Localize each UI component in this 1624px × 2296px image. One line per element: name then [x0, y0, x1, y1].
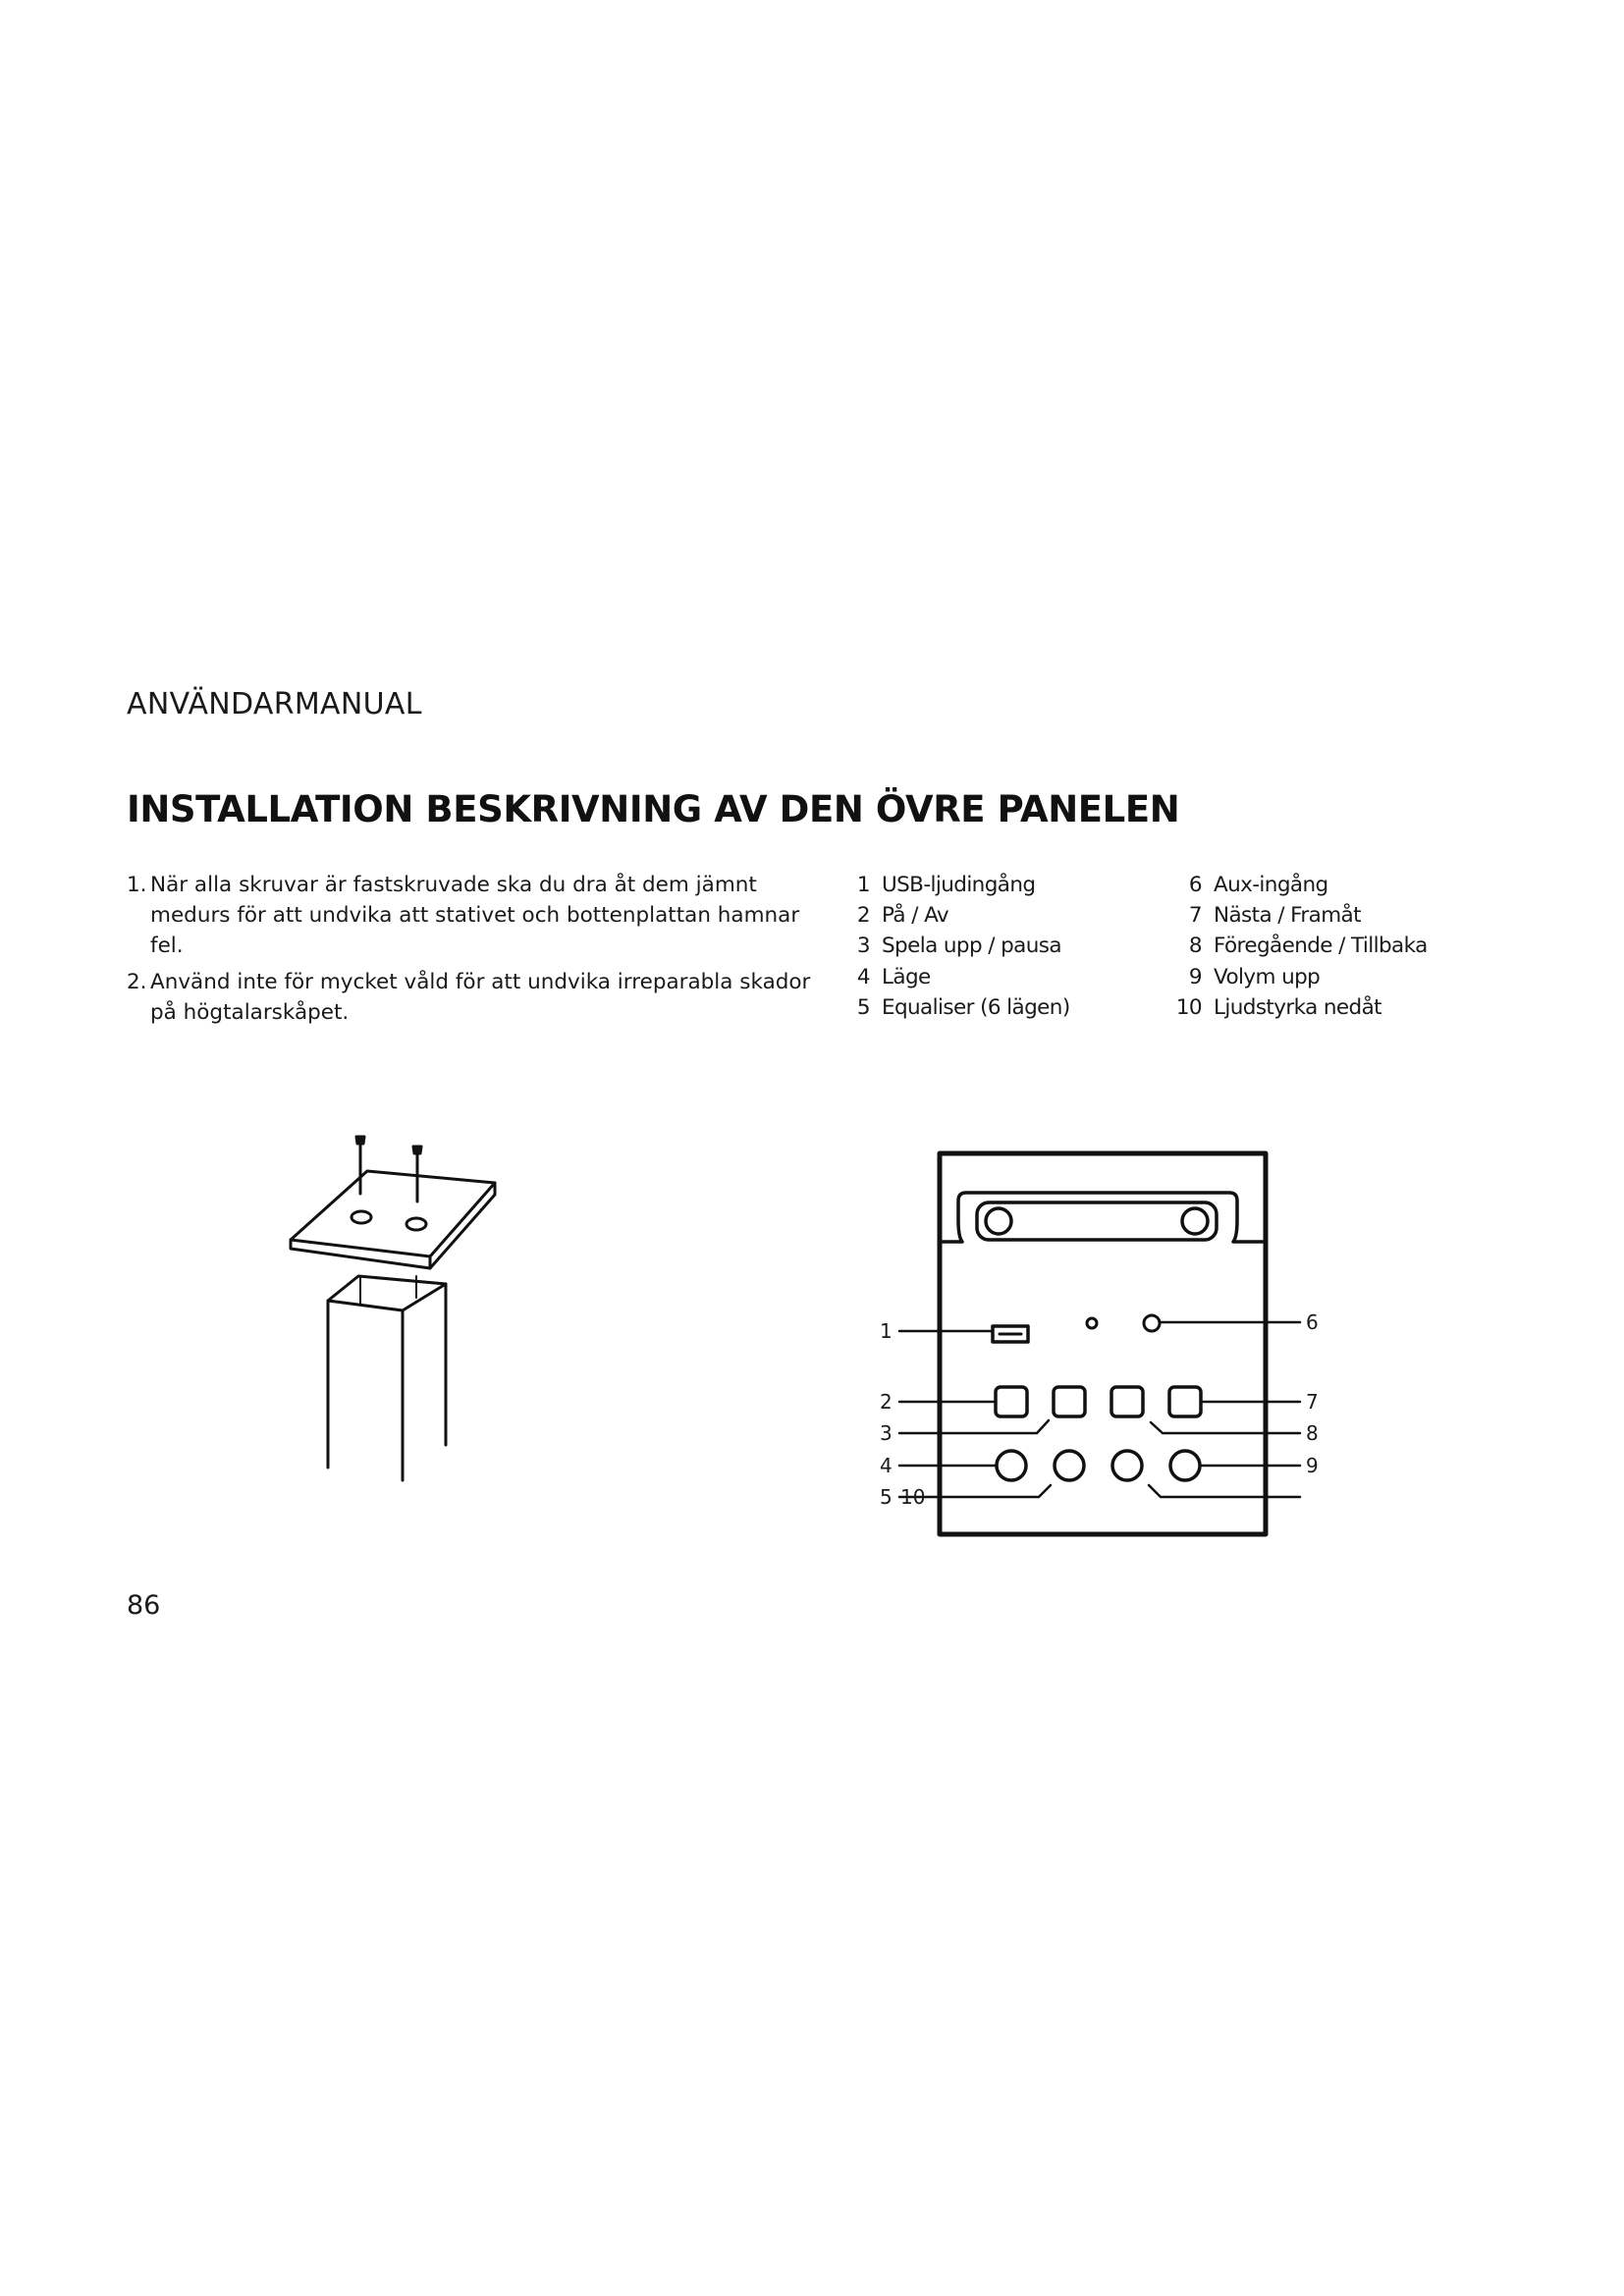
- legend-label: USB-ljudingång: [882, 873, 1036, 897]
- legend-item: [837, 870, 1070, 900]
- legend-number: 4: [856, 964, 870, 989]
- legend-label: Nästa / Framåt: [1214, 903, 1361, 929]
- legend-item: [1168, 931, 1428, 961]
- legend-label: Ljudstyrka nedåt: [1214, 994, 1382, 1020]
- volume-up-button[interactable]: [1170, 1451, 1200, 1480]
- legend-number: 2: [856, 903, 870, 929]
- play-pause-button[interactable]: [1054, 1387, 1085, 1416]
- equaliser-button[interactable]: [1055, 1451, 1084, 1480]
- legend-label: Läge: [882, 964, 931, 989]
- instructions-list: [127, 870, 814, 1034]
- legend-number: 6: [1188, 873, 1202, 897]
- callout-4: 4: [880, 1454, 893, 1477]
- legend-number: 1: [856, 873, 870, 897]
- aux-port: [1144, 1315, 1160, 1331]
- legend-number: 9: [1188, 964, 1202, 989]
- legend-item: [1168, 992, 1428, 1023]
- legend-item: [837, 931, 1070, 961]
- legend-item: [837, 900, 1070, 931]
- next-button[interactable]: [1169, 1387, 1201, 1416]
- legend-label: Spela upp / pausa: [882, 934, 1061, 959]
- panel-legend-left: [837, 870, 1070, 1023]
- page-title: INSTALLATION BESKRIVNING AV DEN ÖVRE PANELEN: [127, 788, 1180, 830]
- legend-item: [837, 992, 1070, 1023]
- top-panel-diagram: [864, 1134, 1326, 1546]
- callout-lines: [899, 1322, 1300, 1497]
- instruction-item: [127, 870, 814, 961]
- callout-8: 8: [1306, 1421, 1319, 1445]
- legend-label: Föregående / Tillbaka: [1214, 934, 1428, 959]
- section-label: ANVÄNDARMANUAL: [127, 687, 422, 721]
- instruction-text: När alla skruvar är fastskruvade ska du dra åt dem jämnt medurs för att undvika att stativet och bottenplattan hamnar fel.: [150, 873, 800, 958]
- panel-legend-right: [1168, 870, 1428, 1023]
- callout-6: 6: [1306, 1310, 1319, 1334]
- mode-button[interactable]: [997, 1451, 1026, 1480]
- instruction-item: [127, 967, 814, 1028]
- volume-down-button[interactable]: [1112, 1451, 1142, 1480]
- indicator-led: [1087, 1318, 1097, 1328]
- power-button[interactable]: [996, 1387, 1027, 1416]
- legend-item: [837, 962, 1070, 992]
- previous-button[interactable]: [1111, 1387, 1143, 1416]
- callout-7: 7: [1306, 1390, 1319, 1414]
- callout-1: 1: [880, 1319, 893, 1343]
- stand-pillar: [328, 1276, 446, 1480]
- instruction-text: Använd inte för mycket våld för att undvika irreparabla skador på högtalarskåpet.: [150, 970, 811, 1025]
- stand-installation-diagram: [265, 1129, 520, 1492]
- top-plate: [291, 1171, 495, 1268]
- legend-label: Equaliser (6 lägen): [882, 994, 1070, 1020]
- legend-number: 7: [1188, 903, 1202, 929]
- callout-5: 5: [880, 1485, 893, 1509]
- legend-item: [1168, 962, 1428, 992]
- page-number: 86: [127, 1590, 161, 1621]
- legend-label: På / Av: [882, 903, 949, 929]
- carry-handle: [943, 1193, 1263, 1242]
- callout-10: 10: [900, 1485, 926, 1509]
- screw-icon: [356, 1137, 364, 1194]
- callout-3: 3: [880, 1421, 893, 1445]
- legend-item: [1168, 870, 1428, 900]
- legend-number: 10: [1175, 994, 1202, 1020]
- legend-item: [1168, 900, 1428, 931]
- instruction-number: 1.: [127, 873, 147, 897]
- legend-number: 8: [1188, 934, 1202, 959]
- callout-2: 2: [880, 1390, 893, 1414]
- legend-label: Volym upp: [1214, 964, 1321, 989]
- instruction-number: 2.: [127, 970, 147, 994]
- legend-number: 5: [856, 994, 870, 1020]
- callout-9: 9: [1306, 1454, 1319, 1477]
- legend-label: Aux-ingång: [1214, 873, 1328, 897]
- legend-number: 3: [856, 934, 870, 959]
